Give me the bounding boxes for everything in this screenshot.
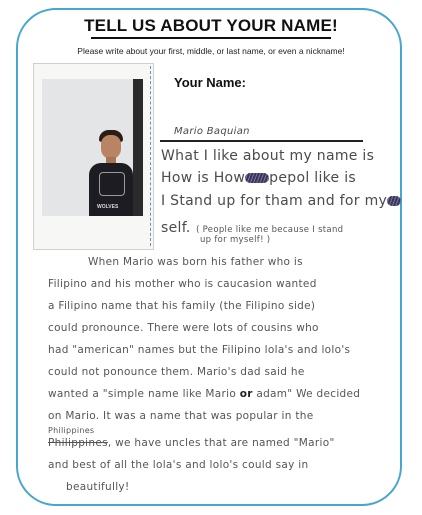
page-subtitle: Please write about your first, middle, or last name, or even a nickname! xyxy=(77,46,345,56)
likes-note-2: up for myself! ) xyxy=(200,235,271,245)
likes-line-3 xyxy=(161,193,401,209)
story-line-6: could not ponounce them. Mario's dad said he xyxy=(48,366,305,378)
story-line-7-or: or xyxy=(239,388,253,400)
name-underline xyxy=(160,140,363,142)
story-line-9 xyxy=(48,437,335,449)
photo-shirt-text: WOLVES xyxy=(97,204,119,210)
story-line-11: beautifully! xyxy=(66,481,130,493)
photo-face xyxy=(101,135,121,159)
story-line-7a: wanted a "simple name like Mario xyxy=(48,388,237,400)
photo-shirt-print xyxy=(99,172,125,196)
story-insert: Philippines xyxy=(48,426,95,435)
story-line-1: When Mario was born his father who is xyxy=(88,256,303,268)
story-line-5: had "american" names but the Filipino lola's and lolo's xyxy=(48,344,351,356)
name-answer: Mario Baquian xyxy=(174,126,250,137)
page-title: TELL US ABOUT YOUR NAME! xyxy=(84,16,338,35)
story-line-7b: adam" We decided xyxy=(252,388,361,400)
likes-line-2 xyxy=(161,170,356,186)
photo-frame-dashed-edge xyxy=(150,66,151,246)
story-line-9b: , we have uncles that are named "Mario" xyxy=(107,437,335,449)
story-line-10: and best of all the lola's and lolo's could say in xyxy=(48,459,309,471)
your-name-label: Your Name: xyxy=(174,75,246,90)
story-line-7 xyxy=(48,388,360,400)
likes-line-1: What I like about my name is xyxy=(161,148,375,164)
story-line-3: a Filipino name that his family (the Filipino side) xyxy=(48,300,316,312)
scribble-mark xyxy=(245,173,269,183)
title-underline xyxy=(91,37,331,39)
scribble-mark-2 xyxy=(387,196,401,206)
story-line-2: Filipino and his mother who is caucasion wanted xyxy=(48,278,317,290)
student-photo xyxy=(42,79,143,216)
photo-background-wall xyxy=(133,79,143,216)
likes-line-2b: pepol like is xyxy=(269,170,356,186)
likes-line-4a: self. xyxy=(161,220,191,236)
likes-note-1: ( People like me because I stand xyxy=(196,225,344,235)
story-line-4: could pronounce. There were lots of cousins who xyxy=(48,322,319,334)
likes-line-3a: I Stand up for tham and for my xyxy=(161,193,388,209)
likes-line-2a: How is How xyxy=(161,170,246,186)
story-line-8: on Mario. It was a name that was popular in the xyxy=(48,410,314,422)
story-line-9-struck: Philippines xyxy=(48,437,108,449)
likes-line-4 xyxy=(161,217,343,236)
